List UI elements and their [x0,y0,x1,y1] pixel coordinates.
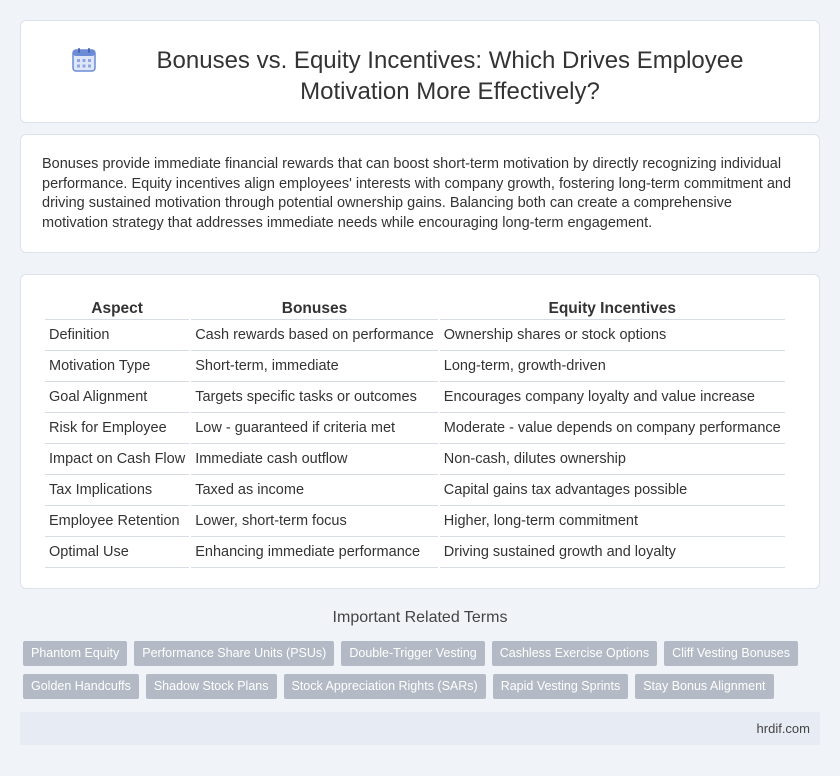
header-card [20,20,820,123]
table-row [45,506,785,537]
row-equity: Capital gains tax advantages possible [440,475,785,506]
tag-stock-appreciation-rights[interactable]: Stock Appreciation Rights (SARs) [284,674,486,699]
table-header-row [45,295,785,320]
tag-golden-handcuffs[interactable]: Golden Handcuffs [23,674,139,699]
row-equity: Driving sustained growth and loyalty [440,537,785,568]
header-bonuses: Bonuses [191,295,438,320]
table-row [45,475,785,506]
table-row [45,413,785,444]
row-aspect: Risk for Employee [45,413,189,444]
tag-double-trigger-vesting[interactable]: Double-Trigger Vesting [341,641,484,666]
related-terms-title: Important Related Terms [332,609,508,626]
row-bonuses: Short-term, immediate [191,351,438,382]
table-row [45,537,785,568]
row-equity: Non-cash, dilutes ownership [440,444,785,475]
header-equity: Equity Incentives [440,295,785,320]
row-bonuses: Enhancing immediate performance [191,537,438,568]
row-bonuses: Targets specific tasks or outcomes [191,382,438,413]
calendar-icon [71,47,97,73]
row-aspect: Definition [45,320,189,351]
row-equity: Ownership shares or stock options [440,320,785,351]
footer-site-link[interactable]: hrdif.com [756,721,810,736]
row-bonuses: Taxed as income [191,475,438,506]
page-title: Bonuses vs. Equity Incentives: Which Drives Employee Motivation More Effectively? [156,47,744,105]
header-aspect: Aspect [45,295,189,320]
row-aspect: Employee Retention [45,506,189,537]
row-bonuses: Low - guaranteed if criteria met [191,413,438,444]
row-aspect: Tax Implications [45,475,189,506]
row-equity: Long-term, growth-driven [440,351,785,382]
footer [20,712,820,745]
row-aspect: Impact on Cash Flow [45,444,189,475]
tag-stay-bonus-alignment[interactable]: Stay Bonus Alignment [635,674,773,699]
tag-cashless-exercise-options[interactable]: Cashless Exercise Options [492,641,657,666]
row-equity: Higher, long-term commitment [440,506,785,537]
table-row [45,444,785,475]
tag-rapid-vesting-sprints[interactable]: Rapid Vesting Sprints [493,674,629,699]
row-equity: Encourages company loyalty and value increase [440,382,785,413]
row-bonuses: Cash rewards based on performance [191,320,438,351]
row-aspect: Goal Alignment [45,382,189,413]
row-bonuses: Immediate cash outflow [191,444,438,475]
tag-cliff-vesting-bonuses[interactable]: Cliff Vesting Bonuses [664,641,798,666]
comparison-table [43,295,787,568]
intro-text: Bonuses provide immediate financial rewards that can boost short-term motivation by directly recognizing individual performance. Equity incentives align employees' interests with company growth, fostering long-term commitment and driving sustained motivation through potential ownership gains. Balancing both can create a comprehensive motivation strategy that addresses immediate needs while encouraging long-term engagement. [42,156,792,231]
comparison-table-card [20,274,820,589]
table-row [45,382,785,413]
row-equity: Moderate - value depends on company performance [440,413,785,444]
table-row [45,320,785,351]
row-aspect: Motivation Type [45,351,189,382]
row-bonuses: Lower, short-term focus [191,506,438,537]
tag-performance-share-units[interactable]: Performance Share Units (PSUs) [134,641,334,666]
tag-row [23,641,813,666]
tag-shadow-stock-plans[interactable]: Shadow Stock Plans [146,674,277,699]
row-aspect: Optimal Use [45,537,189,568]
tag-row [23,674,813,699]
tag-phantom-equity[interactable]: Phantom Equity [23,641,127,666]
table-row [45,351,785,382]
related-terms-tags [23,641,813,707]
intro-card [20,134,820,253]
